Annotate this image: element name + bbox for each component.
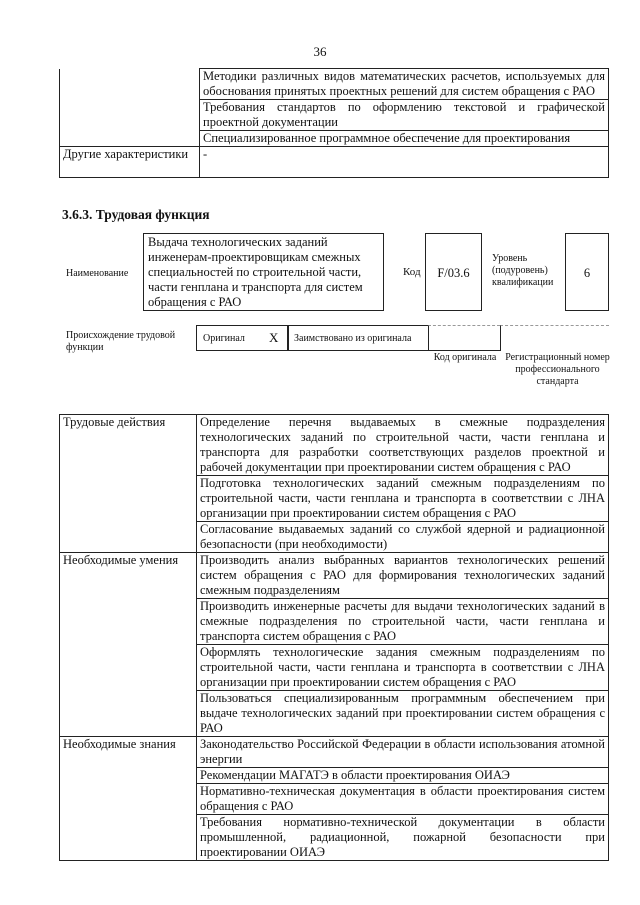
borrowed-label: Заимствовано из оригинала bbox=[294, 333, 412, 344]
skill-item: Пользоваться специализированным программным обеспечением при выдаче технологических заданий при проектировании систем обращения с РАО bbox=[197, 691, 609, 737]
function-name-value: Выдача технологических заданий инженерам-проектировщикам смежных специальностей по строительной части, части генплана и транспорта для систем обращения с РАО bbox=[143, 233, 384, 311]
knowledge-item: Требования нормативно-технической документации в области промышленной, радиационной, пожарной безопасности при проектировании ОИАЭ bbox=[197, 815, 609, 861]
labor-action-item: Определение перечня выдаваемых в смежные подразделения технологических заданий по строительной части, части генплана и транспорта для разработки соответствующих разделов проектной и рабочей документации при проектировании систем обращения с РАО bbox=[197, 415, 609, 476]
other-characteristics-label: Другие характеристики bbox=[60, 147, 200, 178]
labor-actions-label: Трудовые действия bbox=[60, 415, 197, 553]
original-label: Оригинал bbox=[203, 333, 245, 344]
code-origin-cell bbox=[428, 325, 500, 351]
skill-item: Оформлять технологические задания смежным подразделениям по строительной части, части генплана и транспорта в соответствии с ЛНА организации при проектировании систем обращения с РАО bbox=[197, 645, 609, 691]
skill-item: Производить анализ выбранных вариантов технологических решений систем обращения с РАО для формирования технологических заданий смежным подразделениям bbox=[197, 553, 609, 599]
name-label: Наименование bbox=[66, 268, 129, 279]
top-table-cell: Специализированное программное обеспечение для проектирования bbox=[200, 131, 609, 147]
top-table-empty-label bbox=[60, 69, 200, 147]
knowledge-label: Необходимые знания bbox=[60, 737, 197, 861]
other-characteristics-value: - bbox=[200, 147, 609, 178]
top-table-cell: Требования стандартов по оформлению текстовой и графической проектной документации bbox=[200, 100, 609, 131]
borrowed-cell bbox=[288, 325, 428, 351]
code-origin-caption: Код оригинала bbox=[433, 352, 497, 363]
qualification-level-value: 6 bbox=[565, 233, 609, 311]
top-table bbox=[59, 68, 609, 178]
section-title: 3.6.3. Трудовая функция bbox=[62, 207, 210, 222]
reg-number-caption: Регистрационный номер профессионального стандарта bbox=[505, 352, 610, 387]
knowledge-item: Нормативно-техническая документация в области проектирования систем обращения с РАО bbox=[197, 784, 609, 815]
page-number: 36 bbox=[313, 44, 327, 59]
code-label: Код bbox=[403, 266, 421, 278]
original-mark: X bbox=[269, 330, 279, 345]
skills-label: Необходимые умения bbox=[60, 553, 197, 737]
level-label: Уровень (подуровень) квалификации bbox=[492, 253, 554, 288]
labor-action-item: Согласование выдаваемых заданий со службой ядерной и радиационной безопасности (при необходимости) bbox=[197, 522, 609, 553]
knowledge-item: Рекомендации МАГАТЭ в области проектирования ОИАЭ bbox=[197, 768, 609, 784]
top-table-cell: Методики различных видов математических расчетов, используемых для обоснования принятых проектных решений для систем обращения с РАО bbox=[200, 69, 609, 100]
knowledge-item: Законодательство Российской Федерации в области использования атомной энергии bbox=[197, 737, 609, 768]
reg-number-cell bbox=[500, 325, 609, 351]
origin-label: Происхождение трудовой функции bbox=[66, 330, 176, 353]
labor-action-item: Подготовка технологических заданий смежным подразделениям по строительной части, части генплана и транспорта в соответствии с ЛНА организации при проектировании систем обращения с РАО bbox=[197, 476, 609, 522]
function-code-value: F/03.6 bbox=[425, 233, 482, 311]
main-table bbox=[59, 414, 609, 861]
skill-item: Производить инженерные расчеты для выдачи технологических заданий в смежные подразделения по строительной части, части генплана и транспорта систем обращения с РАО bbox=[197, 599, 609, 645]
original-cell bbox=[196, 325, 288, 351]
